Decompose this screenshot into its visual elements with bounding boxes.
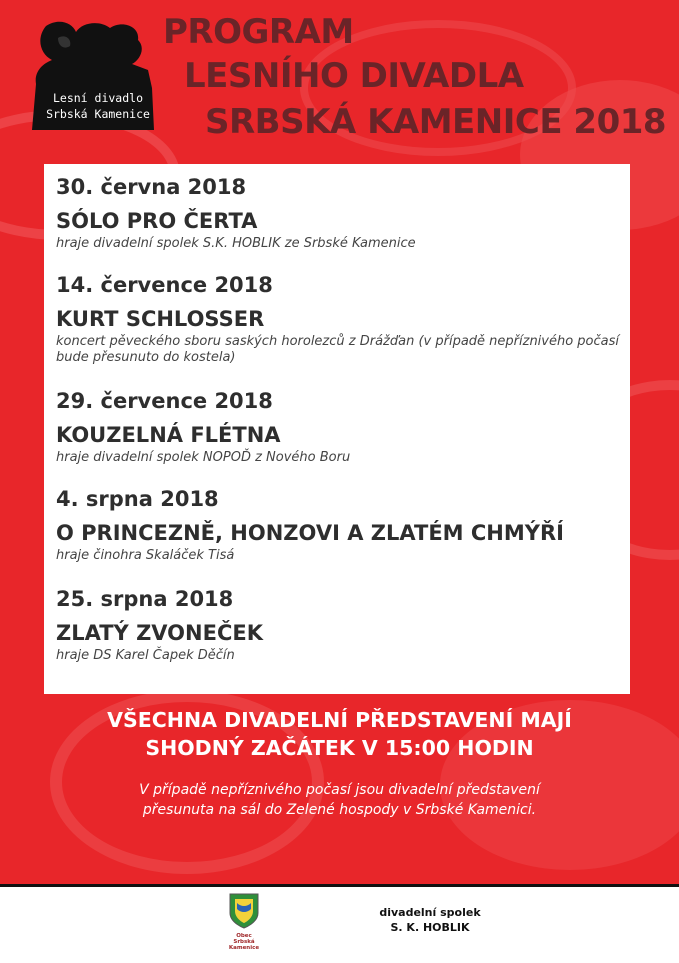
organizer-line2: S. K. HOBLIK — [390, 921, 470, 934]
logo-text-line1: Lesní divadlo — [52, 91, 143, 105]
logo-text-line2: Srbská Kamenice — [46, 107, 150, 121]
weather-note-line1: V případě nepříznivého počasí jsou divadelní představení — [139, 782, 540, 798]
event-description: hraje činohra Skaláček Tisá — [56, 548, 235, 563]
weather-note-line2: přesunuta na sál do Zelené hospody v Srbské Kamenici. — [142, 802, 537, 818]
event-title: ZLATÝ ZVONEČEK — [56, 621, 263, 645]
event-description: hraje DS Karel Čapek Děčín — [56, 648, 235, 663]
event-description: hraje divadelní spolek NOPOĎ z Nového Boru — [56, 450, 351, 465]
event-title: SÓLO PRO ČERTA — [56, 209, 258, 233]
event-description: hraje divadelní spolek S.K. HOBLIK ze Srbské Kamenice — [56, 236, 416, 251]
event-date: 29. července 2018 — [56, 389, 273, 413]
program-event — [56, 486, 626, 564]
event-title: KURT SCHLOSSER — [56, 307, 265, 331]
program-event — [56, 388, 626, 466]
event-date: 14. července 2018 — [56, 273, 273, 297]
event-title: KOUZELNÁ FLÉTNA — [56, 423, 281, 447]
footer — [0, 884, 679, 963]
event-title: O PRINCEZNĚ, HONZOVI A ZLATÉM CHMÝŘÍ — [56, 521, 564, 545]
municipality-crest — [220, 893, 268, 955]
event-description: koncert pěveckého sboru saských horolezců z Drážďan (v případě nepříznivého počasí bude přesunuto do kostela) — [56, 334, 620, 365]
page-title-line1: PROGRAM — [163, 12, 354, 52]
page-title-line3: SRBSKÁ KAMENICE 2018 — [205, 102, 667, 142]
program-event — [56, 272, 626, 366]
crest-caption-line1: Obec — [236, 933, 252, 939]
page-title-line2: LESNÍHO DIVADLA — [184, 56, 524, 96]
organizer-line1: divadelní spolek — [379, 906, 481, 919]
theatre-logo — [28, 18, 168, 130]
program-event — [56, 174, 626, 252]
start-time-notice-line2: SHODNÝ ZAČÁTEK V 15:00 HODIN — [145, 736, 534, 760]
coat-of-arms-icon — [229, 893, 259, 929]
crest-caption-line2: Srbská Kamenice — [228, 939, 260, 951]
event-date: 30. června 2018 — [56, 175, 247, 199]
event-date: 25. srpna 2018 — [56, 587, 234, 611]
start-time-notice-line1: VŠECHNA DIVADELNÍ PŘEDSTAVENÍ MAJÍ — [107, 708, 572, 732]
program-event — [56, 586, 626, 664]
program-list — [44, 164, 630, 694]
event-date: 4. srpna 2018 — [56, 487, 219, 511]
organizer — [360, 905, 500, 935]
